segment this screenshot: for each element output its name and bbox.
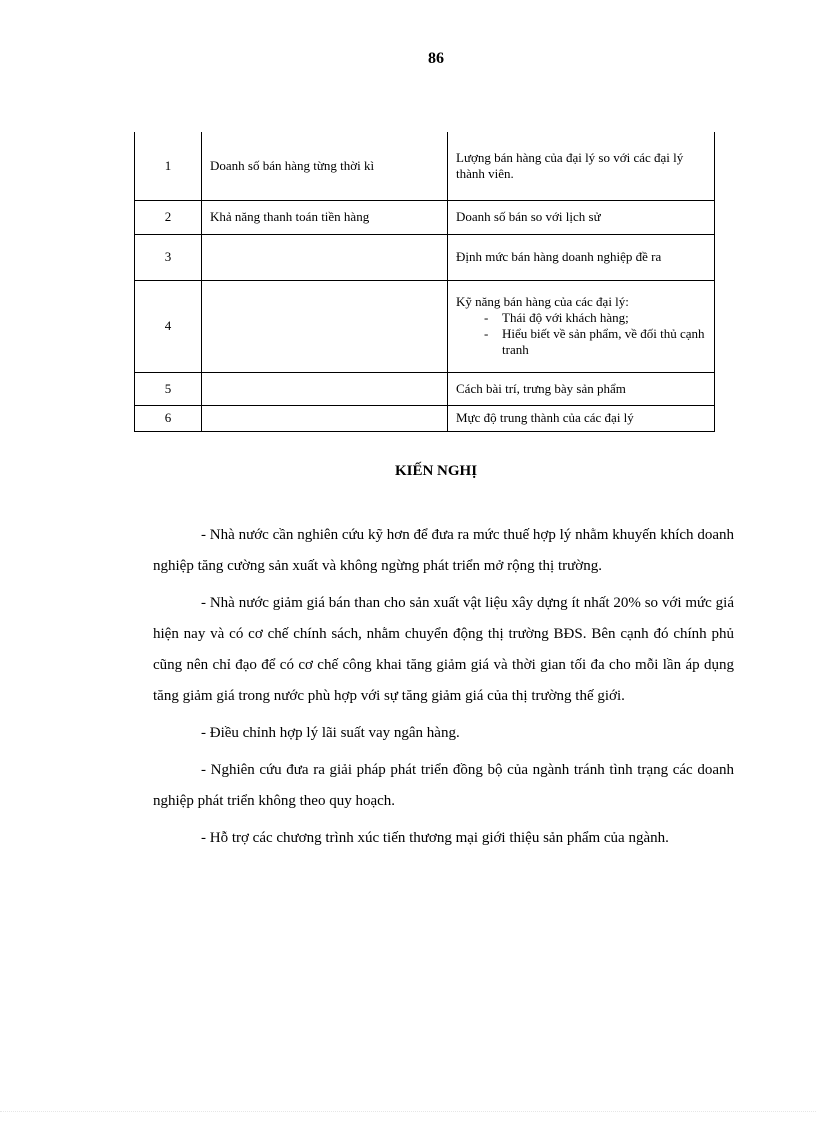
detail-text: Kỹ năng bán hàng của các đại lý: bbox=[456, 294, 629, 309]
table-row bbox=[135, 280, 715, 372]
criteria-cell bbox=[202, 405, 448, 431]
detail-cell: Lượng bán hàng của đại lý so với các đại lý thành viên. bbox=[448, 132, 715, 200]
row-number: 2 bbox=[135, 200, 202, 234]
row-number: 1 bbox=[135, 132, 202, 200]
criteria-cell bbox=[202, 372, 448, 405]
page-bottom-divider bbox=[0, 1111, 816, 1112]
detail-cell: Cách bài trí, trưng bày sản phẩm bbox=[448, 372, 715, 405]
table-row bbox=[135, 132, 715, 200]
paragraph: - Nhà nước cần nghiên cứu kỹ hơn để đưa ra mức thuế hợp lý nhằm khuyến khích doanh nghiệp tăng cường sản xuất và không ngừng phát triển mở rộng thị trường. bbox=[153, 527, 734, 574]
detail-cell bbox=[448, 280, 715, 372]
list-item: - Hiểu biết về sản phẩm, về đối thủ cạnh tranh bbox=[484, 326, 706, 358]
recommendations-body bbox=[153, 520, 734, 860]
section-heading: KIẾN NGHỊ bbox=[394, 463, 478, 479]
paragraph: - Điều chỉnh hợp lý lãi suất vay ngân hàng. bbox=[201, 725, 460, 741]
row-number: 4 bbox=[135, 280, 202, 372]
detail-cell: Định mức bán hàng doanh nghiệp đề ra bbox=[448, 234, 715, 280]
row-number: 5 bbox=[135, 372, 202, 405]
row-number: 3 bbox=[135, 234, 202, 280]
list-item: - Thái độ với khách hàng; bbox=[484, 310, 706, 326]
criteria-cell bbox=[202, 280, 448, 372]
table-row bbox=[135, 234, 715, 280]
page-number: 86 bbox=[428, 50, 444, 67]
paragraph: - Hỗ trợ các chương trình xúc tiến thương mại giới thiệu sản phẩm của ngành. bbox=[201, 830, 669, 846]
paragraph: - Nghiên cứu đưa ra giải pháp phát triển đồng bộ của ngành tránh tình trạng các doanh nghiệp phát triển không theo quy hoạch. bbox=[153, 762, 734, 809]
criteria-cell bbox=[202, 234, 448, 280]
criteria-cell: Doanh số bán hàng từng thời kì bbox=[202, 132, 448, 200]
table-row bbox=[135, 372, 715, 405]
detail-sub-list bbox=[456, 310, 706, 358]
detail-cell: Mực độ trung thành của các đại lý bbox=[448, 405, 715, 431]
detail-cell: Doanh số bán so với lịch sử bbox=[448, 200, 715, 234]
table-row bbox=[135, 405, 715, 431]
table-row bbox=[135, 200, 715, 234]
row-number: 6 bbox=[135, 405, 202, 431]
paragraph: - Nhà nước giảm giá bán than cho sản xuất vật liệu xây dựng ít nhất 20% so với mức giá hiện nay và có cơ chế chính sách, nhằm chuyển động thị trường BĐS. Bên cạnh đó chính phủ cũng nên chỉ đạo để có cơ chế công khai tăng giảm giá và thời gian tối đa cho mỗi lần áp dụng tăng giảm giá trong nước phù hợp với sự tăng giảm giá của thị trường thế giới. bbox=[153, 595, 734, 704]
criteria-table bbox=[134, 132, 715, 432]
criteria-cell: Khả năng thanh toán tiền hàng bbox=[202, 200, 448, 234]
